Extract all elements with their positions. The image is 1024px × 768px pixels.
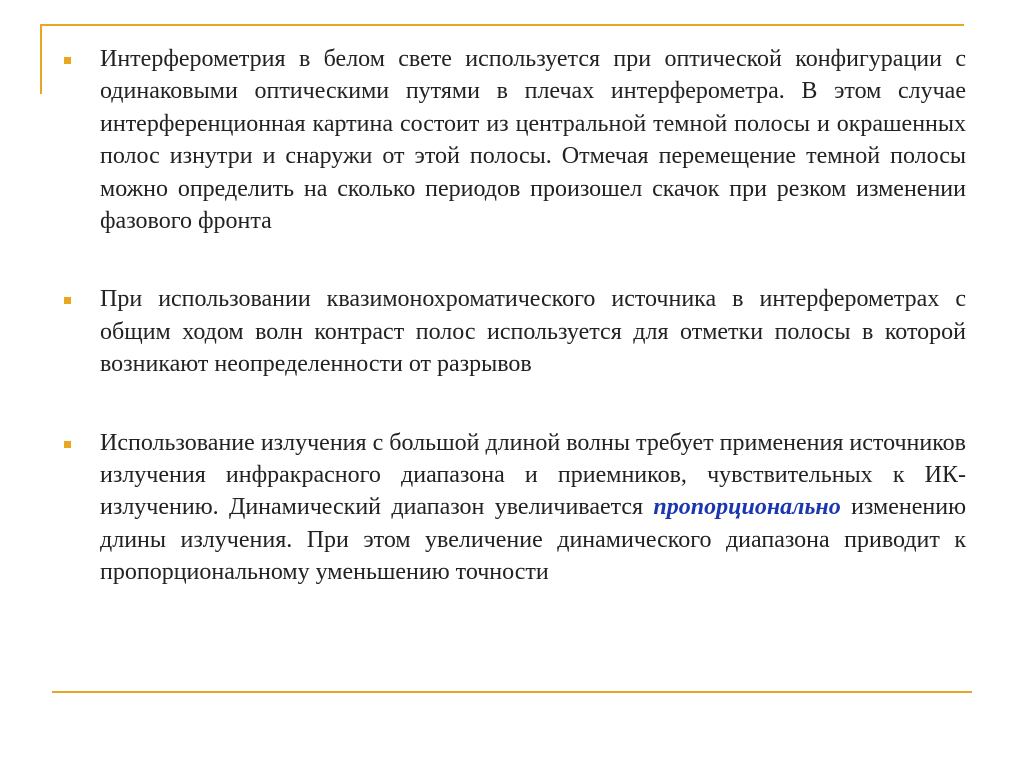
square-bullet-icon <box>64 297 71 304</box>
bullet-list <box>62 43 966 589</box>
emphasis-word: пропорционально <box>653 494 841 521</box>
bullet-text-3-start: Использование излучения с большой длиной волны требует применения источников излучения инфракрасного диапазона и приемников, чувствительных к ИК-излучению. Динамический диапазон увеличивается <box>100 429 966 521</box>
top-rule <box>40 24 964 26</box>
bullet-text-3 <box>100 427 966 589</box>
square-bullet-icon <box>64 441 71 448</box>
bullet-item-1 <box>62 43 966 237</box>
bullet-text-3-end: изменению длины излучения. При этом увеличение динамического диапазона приводит к пропорциональному уменьшению точности <box>100 494 967 586</box>
bottom-rule <box>52 691 972 693</box>
bullet-text-1: Интерферометрия в белом свете используется при оптической конфигурации с одинаковыми оптическими путями в плечах интерферометра. В этом случае интерференционная картина состоит из центральной темной полосы и окрашенных полос изнутри и снаружи от этой полосы. Отмечая перемещение темной полосы можно определить на сколько периодов произошел скачок при резком изменении фазового фронта <box>100 46 966 235</box>
bullet-item-3 <box>62 427 966 589</box>
square-bullet-icon <box>64 57 71 64</box>
bullet-item-2 <box>62 283 966 380</box>
left-rule <box>40 24 42 94</box>
bullet-text-2: При использовании квазимонохроматического источника в интерферометрах с общим ходом волн контраст полос используется для отметки полосы в которой возникают неопределенности от разрывов <box>100 286 966 378</box>
